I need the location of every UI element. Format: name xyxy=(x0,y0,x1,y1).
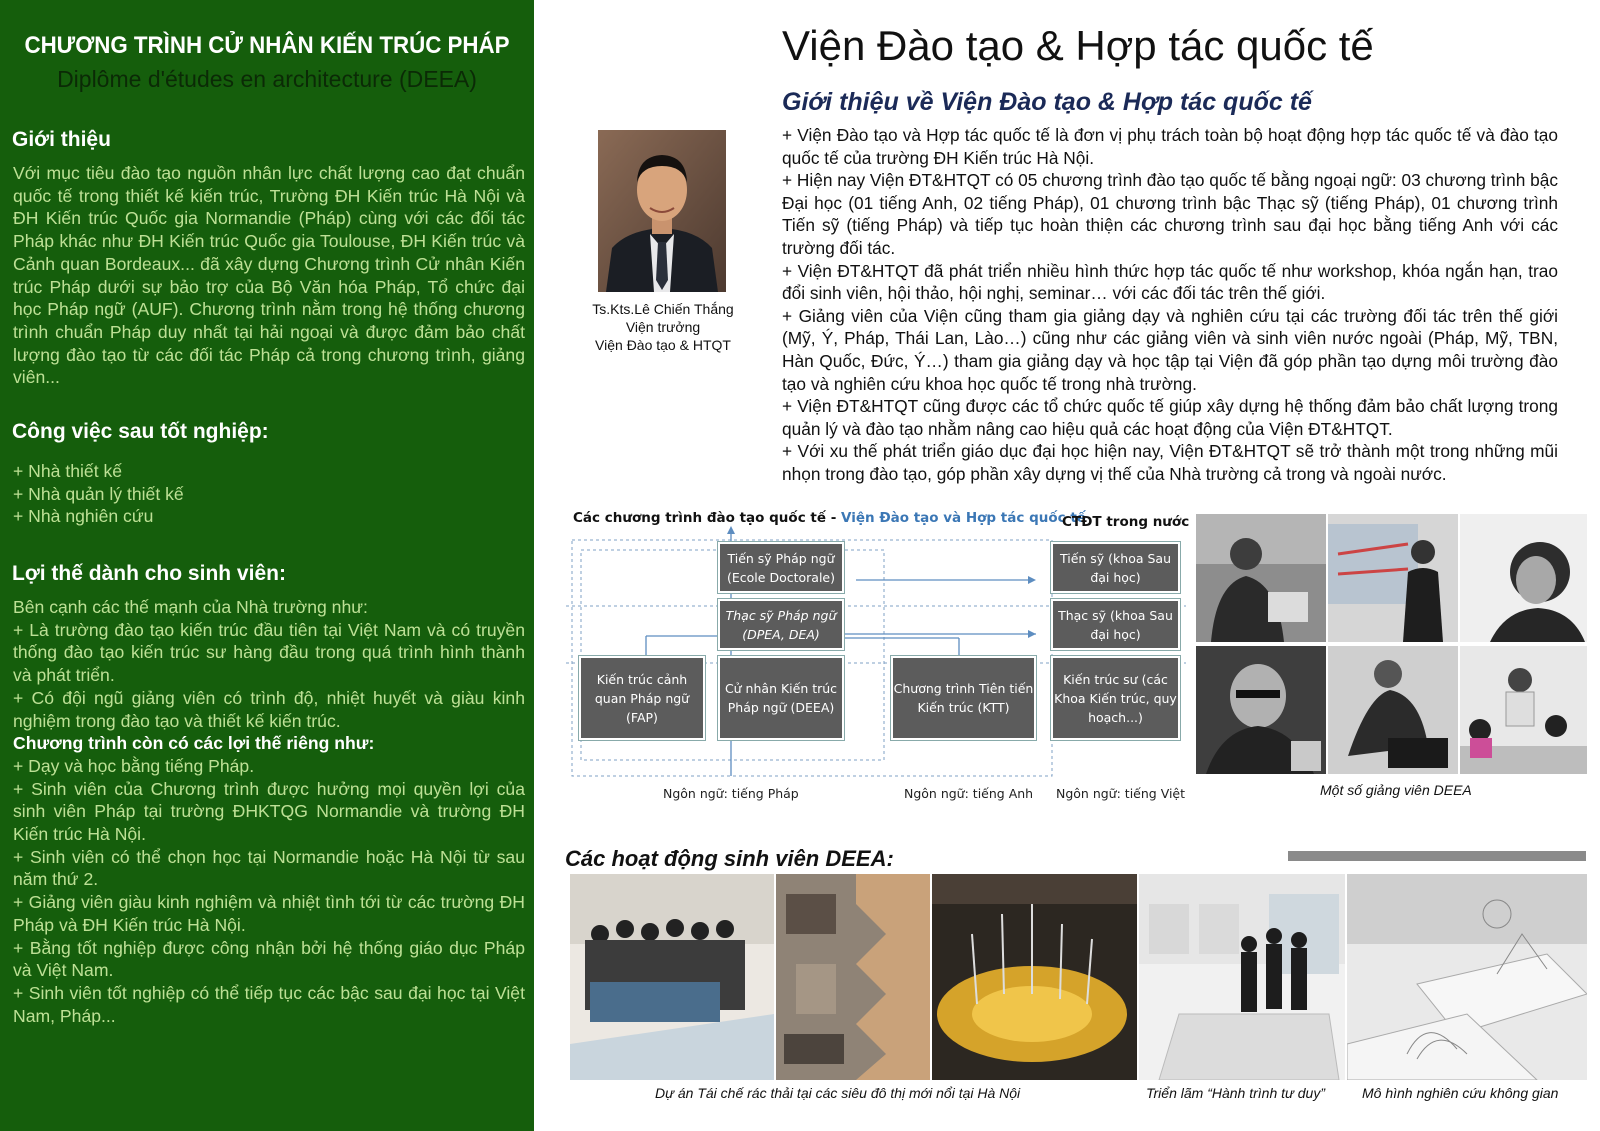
lecturer-photo-1 xyxy=(1196,514,1326,642)
lecturer-photo-3 xyxy=(1460,514,1587,642)
box-fap: Kiến trúc cảnh quan Pháp ngữ (FAP) xyxy=(579,656,705,740)
language-french: Ngôn ngữ: tiếng Pháp xyxy=(663,786,799,801)
activity-photo-model xyxy=(932,874,1137,1080)
careers-list xyxy=(13,460,525,528)
box-deea: Cử nhân Kiến trúc Pháp ngữ (DEEA) xyxy=(718,656,844,740)
director-name: Ts.Kts.Lê Chiến Thắng xyxy=(592,301,734,317)
portrait-caption xyxy=(568,300,758,354)
language-english: Ngôn ngữ: tiếng Anh xyxy=(904,786,1034,801)
activity-photo-exhibition xyxy=(1139,874,1345,1080)
careers-heading: Công việc sau tốt nghiệp: xyxy=(12,420,269,443)
institute-intro-text xyxy=(782,124,1558,486)
program-subtitle: Diplôme d'études en architecture (DEEA) xyxy=(57,66,477,92)
box-master-french: Thạc sỹ Pháp ngữ (DPEA, DEA) xyxy=(718,599,844,650)
benefit-item: + Sinh viên của Chương trình được hưởng mọi quyền lợi của sinh viên Pháp tại trường ĐHKTQG Normandie và trường ĐH Kiến trúc Hà Nội. xyxy=(13,778,525,845)
benefit-item: + Giảng viên giàu kinh nghiệm và nhiệt tình tới từ các trường ĐH Pháp và ĐH Kiến trúc Hà Nội. xyxy=(13,892,525,935)
activity-photo-group xyxy=(570,874,774,1080)
benefit-item: + Dạy và học bằng tiếng Pháp. xyxy=(13,755,255,776)
lecturer-photo-6 xyxy=(1460,646,1587,774)
activity-caption-recycling: Dự án Tái chế rác thải tại các siêu đô thị mới nổi tại Hà Nội xyxy=(655,1085,1021,1101)
benefits-line: Bên cạnh các thế mạnh của Nhà trường như: xyxy=(13,597,368,617)
activity-photo-spatial-model xyxy=(1347,874,1587,1080)
career-item: + Nhà thiết kế xyxy=(13,461,123,481)
intro-text: Với mục tiêu đào tạo nguồn nhân lực chất lượng cao đạt chuẩn quốc tế trong thiết kế kiến trúc, Trường ĐH Kiến trúc Hà Nội và ĐH Kiến trúc Quốc gia Normandie (Pháp) cùng với các đối tác Pháp khác như ĐH Kiến trúc Quốc gia Toulouse, ĐH Kiến trúc và Cảnh quan Bordeaux... đã xây dựng Chương trình Cử nhân Kiến trúc Pháp dưới sự bảo trợ của Bộ Văn hóa Pháp, Tổ chức đại học Pháp ngữ (AUF). Chương trình nằm trong hệ thống chương trình chuẩn Pháp duy nhất tại hải ngoại và được đảm bảo chất lượng đào tạo từ các đối tác Pháp cả trong chương trình, giảng viên... xyxy=(13,163,525,388)
activities-title: Các hoạt động sinh viên DEEA: xyxy=(565,846,894,871)
box-phd-domestic: Tiến sỹ (khoa Sau đại học) xyxy=(1051,542,1180,593)
intro-paragraph: + Viện ĐT&HTQT đã phát triển nhiều hình thức hợp tác quốc tế như workshop, khóa ngắn hạn, trao đổi sinh viên, hội thảo, hội nghị, seminar… với các đối tác trên thế giới. xyxy=(782,260,1558,304)
activity-caption-spatial-model: Mô hình nghiên cứu không gian xyxy=(1362,1085,1559,1101)
language-vietnamese: Ngôn ngữ: tiếng Việt xyxy=(1056,786,1186,801)
program-title: CHƯƠNG TRÌNH CỬ NHÂN KIẾN TRÚC PHÁP xyxy=(24,32,510,59)
box-architect-domestic: Kiến trúc sư (các Khoa Kiến trúc, quy hoạch...) xyxy=(1051,656,1180,740)
box-master-domestic: Thạc sỹ (khoa Sau đại học) xyxy=(1051,599,1180,650)
diagram-heading-domestic: CTĐT trong nước xyxy=(1062,514,1190,530)
career-item: + Nhà nghiên cứu xyxy=(13,506,154,527)
activity-photo-collage xyxy=(776,874,930,1080)
director-role: Viện trưởng xyxy=(625,319,701,335)
benefit-item: + Sinh viên tốt nghiệp có thể tiếp tục các bậc sau đại học tại Việt Nam, Pháp... xyxy=(13,982,525,1026)
benefits-text xyxy=(13,596,525,1027)
box-phd-french: Tiến sỹ Pháp ngữ (Ecole Doctorale) xyxy=(718,542,844,593)
lecturer-photo-2 xyxy=(1328,514,1458,642)
intro-section-title: Giới thiệu về Viện Đào tạo & Hợp tác quốc tế xyxy=(782,88,1312,116)
intro-paragraph: + Với xu thế phát triển giáo dục đại học hiện nay, Viện ĐT&HTQT sẽ trở thành một trong những mũi nhọn trong đào tạo, góp phần xây dựng vị thế của Nhà trường cả trong và ngoài nước. xyxy=(782,441,1558,484)
benefit-item: + Sinh viên có thể chọn học tại Normandie hoặc Hà Nội từ sau năm thứ 2. xyxy=(13,846,525,890)
intro-paragraph: + Hiện nay Viện ĐT&HTQT có 05 chương trình đào tạo quốc tế bằng ngoại ngữ: 03 chương trình bậc Đại học (01 tiếng Anh, 02 tiếng Pháp), 01 chương trình bậc Thạc sỹ (tiếng Pháp), 01 chương trình Tiến sỹ (tiếng Pháp) và tiếp tục hoàn thiện các chương trình sau đại học bằng tiếng Anh với các trường đối tác. xyxy=(782,170,1558,258)
programs-diagram xyxy=(566,508,1190,808)
intro-heading: Giới thiệu xyxy=(12,128,111,151)
benefits-heading: Lợi thế dành cho sinh viên: xyxy=(12,562,286,585)
lecturer-photo-4 xyxy=(1196,646,1326,774)
intro-paragraph: + Giảng viên của Viện cũng tham gia giảng dạy và nghiên cứu tại các trường đối tác trên thế giới (Mỹ, Ý, Pháp, Thái Lan, Lào…) cũng như các giảng viên và sinh viên nước ngoài (Pháp, Mỹ, TBN, Hàn Quốc, Đức, Ý…) tham gia giảng dạy và học tập tại Viện đã góp phần tạo dựng môi trường đào tạo và nghiên cứu khoa học quốc tế trong nhà trường. xyxy=(782,305,1558,394)
page-title: Viện Đào tạo & Hợp tác quốc tế xyxy=(782,22,1374,69)
box-ktt: Chương trình Tiên tiến Kiến trúc (KTT) xyxy=(891,656,1036,740)
lecturers-caption: Một số giảng viên DEEA xyxy=(1320,782,1472,798)
intro-paragraph: + Viện ĐT&HTQT cũng được các tổ chức quốc tế giúp xây dựng hệ thống đảm bảo chất lượng trong quản lý và đào tạo nhằm nâng cao hiệu quả các hoạt động của Viện ĐT&HTQT. xyxy=(782,396,1558,439)
diagram-heading-institute: Viện Đào tạo và Hợp tác quốc tế xyxy=(841,510,1086,526)
intro-paragraph: + Viện Đào tạo và Hợp tác quốc tế là đơn vị phụ trách toàn bộ hoạt động hợp tác quốc tế và đào tạo quốc tế của trường ĐH Kiến trúc Hà Nội. xyxy=(782,125,1558,168)
director-institute: Viện Đào tạo & HTQT xyxy=(595,337,731,353)
activity-caption-exhibition: Triển lãm “Hành trình tư duy” xyxy=(1146,1085,1326,1101)
lecturer-photo-5 xyxy=(1328,646,1458,774)
section-divider-bar xyxy=(1288,851,1586,861)
benefits-subheading: Chương trình còn có các lợi thế riêng như: xyxy=(13,733,375,754)
career-item: + Nhà quản lý thiết kế xyxy=(13,483,184,504)
benefits-line: + Có đội ngũ giảng viên có trình độ, nhiệt huyết và giàu kinh nghiệm trong đào tạo và thiết kế kiến trúc. xyxy=(13,687,525,731)
director-portrait xyxy=(598,130,726,292)
benefits-line: + Là trường đào tạo kiến trúc đầu tiên tại Việt Nam và có truyền thống đào tạo kiến trúc sư hàng đầu trong quá trình hình thành và phát triển. xyxy=(13,619,525,686)
benefit-item: + Bằng tốt nghiệp được công nhận bởi hệ thống giáo dục Pháp và Việt Nam. xyxy=(13,937,525,981)
diagram-heading-main: Các chương trình đào tạo quốc tế - xyxy=(573,510,842,526)
